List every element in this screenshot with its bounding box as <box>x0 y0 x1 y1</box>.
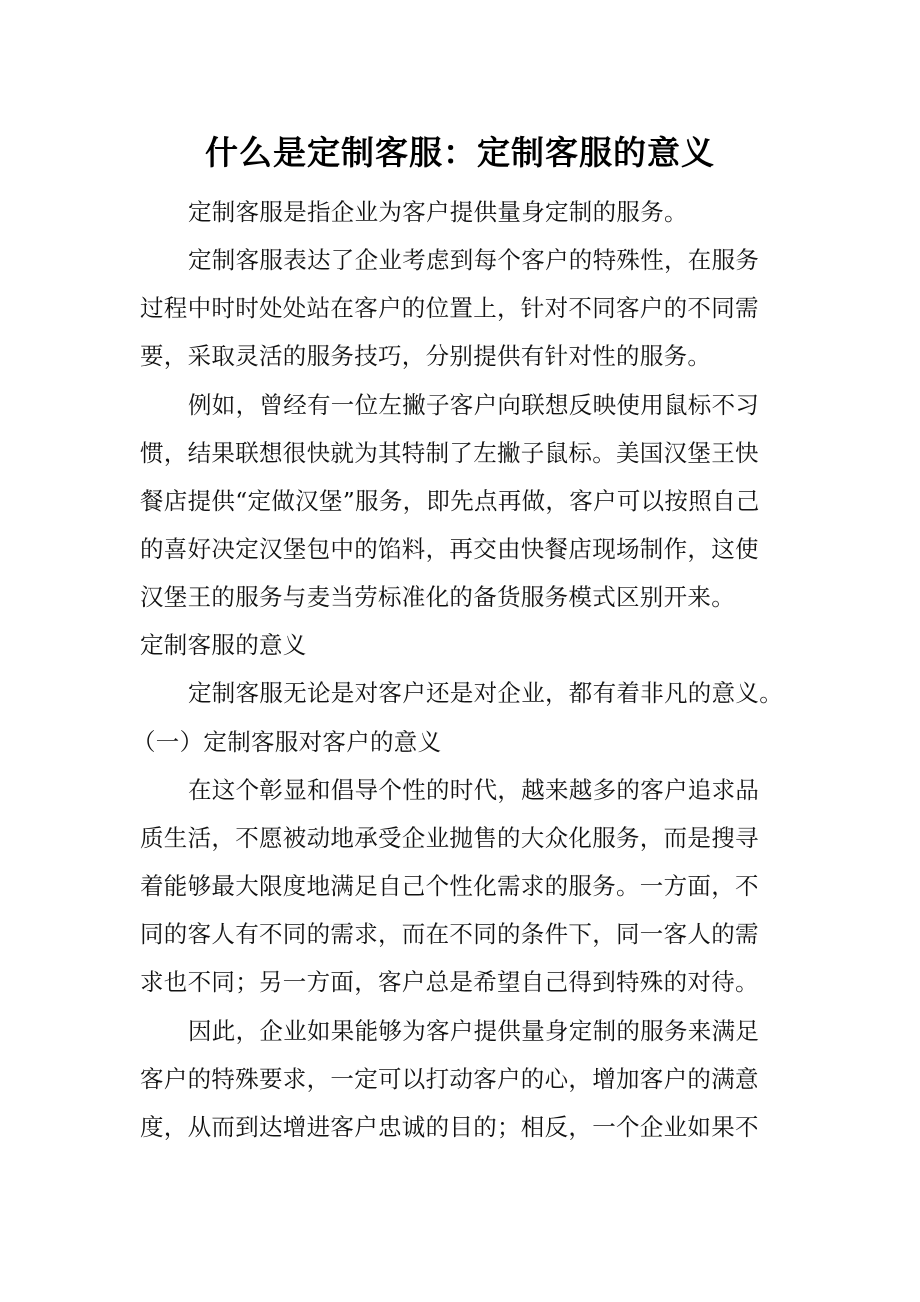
paragraph-line: 在这个彰显和倡导个性的时代，越来越多的客户追求品 <box>188 776 760 804</box>
paragraph-line: 的喜好决定汉堡包中的馅料，再交由快餐店现场制作，这使 <box>140 535 759 563</box>
paragraph-line: 客户的特殊要求，一定可以打动客户的心，增加客户的满意 <box>140 1065 759 1093</box>
paragraph-line: 定制客服的意义 <box>140 631 307 659</box>
paragraph-line: 要，采取灵活的服务技巧，分别提供有针对性的服务。 <box>140 342 712 370</box>
paragraph-line: （一）定制客服对客户的意义 <box>132 728 442 756</box>
paragraph-line: 例如，曾经有一位左撇子客户向联想反映使用鼠标不习 <box>188 391 760 419</box>
paragraph-line: 定制客服无论是对客户还是对企业，都有着非凡的意义。 <box>188 679 783 707</box>
paragraph-line: 定制客服是指企业为客户提供量身定制的服务。 <box>188 198 688 226</box>
paragraph-line: 因此，企业如果能够为客户提供量身定制的服务来满足 <box>188 1017 760 1045</box>
paragraph-line: 着能够最大限度地满足自己个性化需求的服务。一方面，不 <box>140 872 759 900</box>
paragraph-line: 质生活，不愿被动地承受企业抛售的大众化服务，而是搜寻 <box>140 824 759 852</box>
paragraph-line: 求也不同；另一方面，客户总是希望自己得到特殊的对待。 <box>140 968 759 996</box>
paragraph-line: 过程中时时处处站在客户的位置上，针对不同客户的不同需 <box>140 294 759 322</box>
document-title: 什么是定制客服：定制客服的意义 <box>205 133 715 172</box>
paragraph-line: 餐店提供“定做汉堡”服务，即先点再做，客户可以按照自己 <box>140 487 760 515</box>
paragraph-line: 惯，结果联想很快就为其特制了左撇子鼠标。美国汉堡王快 <box>140 439 759 467</box>
paragraph-line: 汉堡王的服务与麦当劳标准化的备货服务模式区别开来。 <box>140 583 735 611</box>
paragraph-line: 度，从而到达增进客户忠诚的目的；相反，一个企业如果不 <box>140 1113 759 1141</box>
paragraph-line: 定制客服表达了企业考虑到每个客户的特殊性，在服务 <box>188 246 760 274</box>
paragraph-line: 同的客人有不同的需求，而在不同的条件下，同一客人的需 <box>140 920 759 948</box>
